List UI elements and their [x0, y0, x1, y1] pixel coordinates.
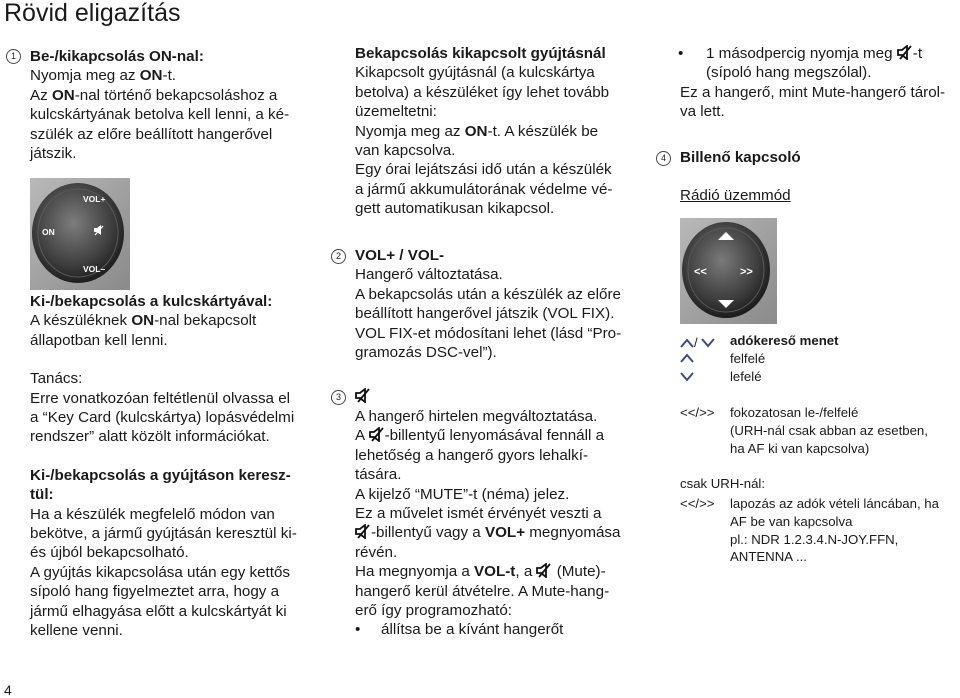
- mute-heading: [355, 387, 645, 407]
- intro-line-1: Nyomja meg az ON-t.: [30, 67, 177, 85]
- chain-text-4: ANTENNA ...: [730, 549, 807, 565]
- intro-line-2: Az ON-nal történő bekapcsoláshoz a: [30, 86, 278, 104]
- ignition-off-line-8: gett automatikusan kikapcsol.: [355, 200, 555, 218]
- chevron-up-icon: [680, 353, 694, 363]
- ignition-heading-2: tül:: [30, 486, 54, 504]
- mute-line-5: A kijelző “MUTE”-t (néma) jelez.: [355, 485, 570, 503]
- mute-line-3: lehetőség a hangerő gyors lehalkí-: [355, 446, 589, 464]
- mute-line-2: A -billentyű lenyomásával fennáll a: [355, 427, 605, 445]
- step-number-1: 1: [6, 49, 21, 64]
- ignition-line-1: Ha a készülék megfelelő módon van: [30, 505, 275, 523]
- seek-down-text: lefelé: [730, 368, 762, 384]
- on-off-heading: Be-/kikapcsolás ON-nal:: [30, 48, 204, 65]
- mute-line-11: erő így programozható:: [355, 602, 513, 620]
- mute-line-8: révén.: [355, 543, 398, 561]
- volume-line-1: Hangerő változtatása.: [355, 266, 503, 284]
- volume-line-5: gramozás DSC-vel”).: [355, 344, 497, 362]
- volume-line-4: VOL FIX-et módosítani lehet (lásd “Pro-: [355, 324, 622, 342]
- tip-line-1: Erre vonatkozóan feltétlenül olvassa el: [30, 389, 291, 407]
- column-2-volume: [355, 246, 645, 362]
- mute-line-4: tására.: [355, 466, 402, 484]
- column-3-switch: [680, 148, 960, 206]
- radio-mode-heading: Rádió üzemmód: [680, 187, 791, 205]
- rocker-switch-image: [680, 218, 777, 324]
- seek-heading: adókereső menet: [730, 333, 839, 348]
- ignition-off-line-2: betolva) a készüléket így lehet tovább: [355, 83, 610, 101]
- ignition-line-2: bekötve, a jármű gyújtásán keresztül ki-: [30, 525, 297, 543]
- vol-minus-label: VOL–: [83, 264, 106, 274]
- intro-line-3: kulcskártyának betolva kell lenni, a ké-: [30, 106, 290, 124]
- mute-icon: [369, 427, 385, 442]
- volume-knob-graphic: [30, 178, 130, 290]
- mute-icon: [897, 45, 913, 60]
- volume-heading: VOL+ / VOL-: [355, 247, 445, 264]
- mute-store-bullet: • 1 másodpercig nyomja meg -t: [678, 45, 923, 62]
- ignition-line-4: A gyújtás kikapcsolása után egy kettős: [30, 563, 291, 581]
- mute-line-6: Ez a művelet ismét érvényét veszti a: [355, 505, 602, 523]
- mute-store-line-3: Ez a hangerő, mint Mute-hangerő tárol-: [680, 83, 946, 101]
- seek-up-text: felfelé: [730, 350, 766, 366]
- ignition-off-heading: Bekapcsolás kikapcsolt gyújtásnál: [355, 45, 606, 62]
- mute-icon: [355, 388, 371, 403]
- step-number-4: 4: [656, 151, 671, 166]
- step-text-1: fokozatosan le-/felfelé: [730, 405, 859, 420]
- rocker-switch-graphic: [680, 218, 777, 324]
- mute-icon: [536, 563, 552, 578]
- chevron-down-icon: [701, 338, 715, 348]
- step-symbol: <</>>: [680, 405, 715, 420]
- volume-line-3: beállított hangerővel játszik (VOL FIX).: [355, 305, 615, 323]
- rocker-switch-heading: Billenő kapcsoló: [680, 149, 801, 166]
- ignition-line-5: sípoló hang figyelmeztet arra, hogy a: [30, 583, 280, 601]
- tip-line-3: rendszer” alatt közölt információkat.: [30, 428, 270, 446]
- seek-left-label: <<: [694, 266, 707, 278]
- volume-line-2: A bekapcsolás után a készülék az előre: [355, 285, 621, 303]
- volume-knob-image: [30, 178, 130, 290]
- step-text-2: (URH-nál csak abban az esetben,: [730, 422, 928, 438]
- step-number-3: 3: [331, 390, 346, 405]
- keycard-line-2: állapotban kell lenni.: [30, 331, 168, 349]
- step-text-3: ha AF ki van kapcsolva): [730, 440, 870, 456]
- vol-plus-label: VOL+: [83, 194, 106, 204]
- mute-store-line-2: (sípoló hang megszólal).: [706, 64, 872, 82]
- chevron-up-icon: [680, 338, 694, 348]
- ignition-off-line-3: üzemeltetni:: [355, 103, 437, 121]
- mute-line-1: A hangerő hirtelen megváltoztatása.: [355, 408, 598, 425]
- keycard-heading: Ki-/bekapcsolás a kulcskártyával:: [30, 293, 273, 310]
- mute-line-9: Ha megnyomja a VOL-t, a (Mute)-: [355, 563, 606, 581]
- ignition-line-3: és újból bekapcsolható.: [30, 544, 189, 562]
- column-2-ignition-off: [355, 44, 645, 219]
- column-3-mute-store: [680, 44, 960, 122]
- mute-store-line-4: va lett.: [680, 103, 725, 121]
- tip-line-2: a “Key Card (kulcskártya) lopásvédelmi: [30, 409, 295, 427]
- page-title: Rövid eligazítás: [4, 0, 181, 27]
- ignition-off-line-7: a jármű akkumulátorának védelme vé-: [355, 180, 613, 198]
- ignition-line-6: jármű elhagyása előtt a kulcskártyát ki: [30, 602, 287, 620]
- mute-line-10: hangerő kerül átvételre. A Mute-hang-: [355, 582, 610, 600]
- seek-right-label: >>: [740, 266, 753, 278]
- column-1-intro: [30, 47, 315, 163]
- seek-descriptions: [730, 332, 960, 385]
- intro-line-5: játszik.: [30, 145, 77, 163]
- chain-text-1: lapozás az adók vételi láncában, ha: [730, 496, 939, 511]
- column-1-keycard: [30, 292, 315, 641]
- ignition-line-7: kellene venni.: [30, 622, 123, 640]
- chain-text-3: pl.: NDR 1.2.3.4.N-JOY.FFN,: [730, 531, 899, 547]
- intro-line-4: szülék az előre beállított hangerővel: [30, 125, 273, 143]
- tip-label: Tanács:: [30, 370, 83, 388]
- chain-symbol: <</>>: [680, 496, 715, 511]
- ignition-off-line-1: Kikapcsolt gyújtásnál (a kulcskártya: [355, 64, 595, 82]
- on-label: ON: [42, 227, 55, 237]
- ignition-off-line-6: Egy órai lejátszási idő után a készülék: [355, 161, 612, 179]
- ignition-heading-1: Ki-/bekapcsolás a gyújtáson keresz-: [30, 466, 291, 484]
- mute-line-7: -billentyű vagy a VOL+ megnyomása: [355, 523, 645, 542]
- chevron-down-icon: [680, 372, 694, 382]
- ignition-off-line-4: Nyomja meg az ON-t. A készülék be: [355, 122, 599, 140]
- page-number: 4: [4, 682, 12, 698]
- mute-icon: [355, 524, 371, 539]
- column-2-mute: [355, 387, 645, 640]
- ignition-off-line-5: van kapcsolva.: [355, 142, 456, 160]
- chain-text-2: AF be van kapcsolva: [730, 513, 853, 529]
- seek-symbols-up-down: /: [680, 334, 730, 352]
- step-descriptions: [730, 404, 960, 457]
- keycard-line-1: A készüléknek ON-nal bekapcsolt: [30, 312, 257, 330]
- mute-bullet-item: • állítsa be a kívánt hangerőt: [355, 621, 564, 639]
- step-number-2: 2: [331, 249, 346, 264]
- fm-only-label: csak URH-nál:: [680, 476, 766, 491]
- chain-descriptions: [730, 495, 960, 566]
